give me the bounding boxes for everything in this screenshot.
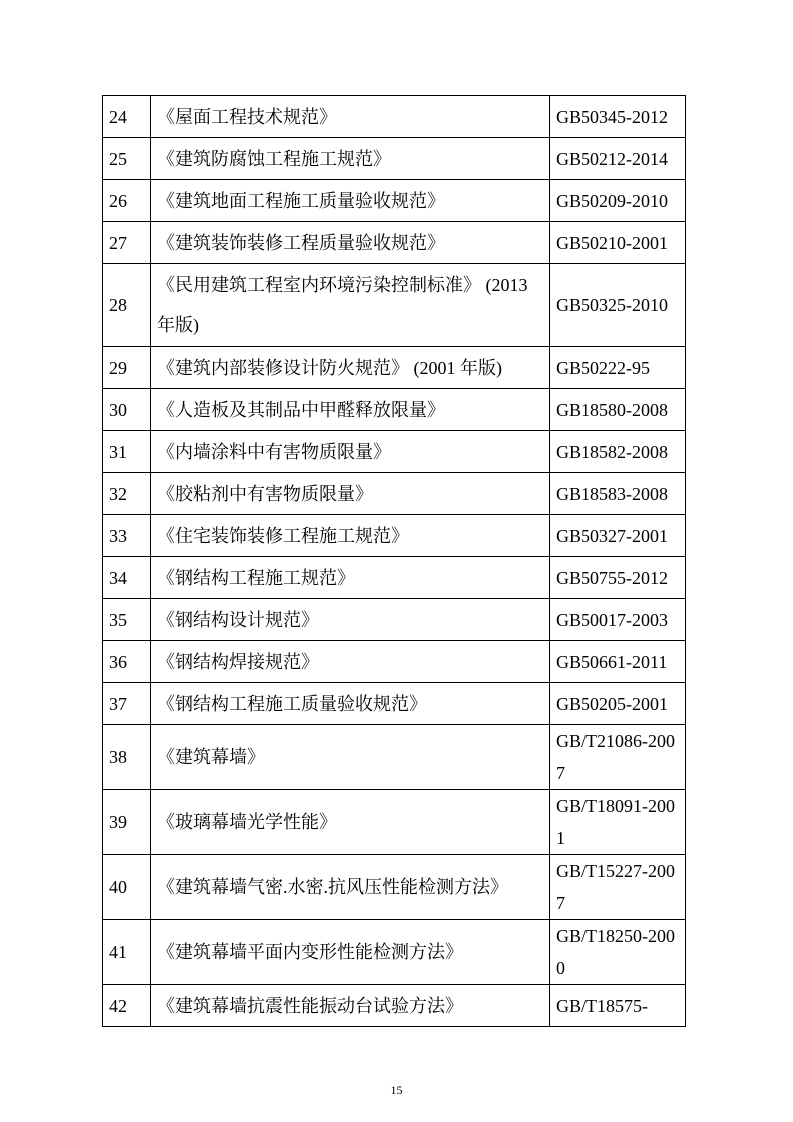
row-number: 40 bbox=[103, 855, 151, 920]
standard-code: GB18582-2008 bbox=[550, 431, 686, 473]
table-row bbox=[103, 790, 686, 855]
standard-code: GB50327-2001 bbox=[550, 515, 686, 557]
standard-name: 《屋面工程技术规范》 bbox=[151, 96, 550, 138]
table-row bbox=[103, 920, 686, 985]
standard-code: GB50017-2003 bbox=[550, 599, 686, 641]
row-number: 37 bbox=[103, 683, 151, 725]
table-row bbox=[103, 389, 686, 431]
row-number: 27 bbox=[103, 222, 151, 264]
row-number: 39 bbox=[103, 790, 151, 855]
row-number: 41 bbox=[103, 920, 151, 985]
standard-name: 《建筑地面工程施工质量验收规范》 bbox=[151, 180, 550, 222]
table-row bbox=[103, 985, 686, 1027]
standard-name: 《玻璃幕墙光学性能》 bbox=[151, 790, 550, 855]
page-number: 15 bbox=[390, 1083, 403, 1097]
row-number: 42 bbox=[103, 985, 151, 1027]
row-number: 24 bbox=[103, 96, 151, 138]
row-number: 36 bbox=[103, 641, 151, 683]
standard-code: GB50325-2010 bbox=[550, 264, 686, 347]
standard-code: GB50345-2012 bbox=[550, 96, 686, 138]
standard-code: GB/T21086-2007 bbox=[550, 725, 686, 790]
standard-name: 《建筑幕墙》 bbox=[151, 725, 550, 790]
table-row bbox=[103, 347, 686, 389]
row-number: 31 bbox=[103, 431, 151, 473]
table-row bbox=[103, 725, 686, 790]
row-number: 34 bbox=[103, 557, 151, 599]
row-number: 29 bbox=[103, 347, 151, 389]
standard-code: GB18583-2008 bbox=[550, 473, 686, 515]
table-row bbox=[103, 515, 686, 557]
standard-name: 《民用建筑工程室内环境污染控制标准》 (2013 年版) bbox=[151, 264, 550, 347]
table-row bbox=[103, 264, 686, 347]
row-number: 25 bbox=[103, 138, 151, 180]
row-number: 28 bbox=[103, 264, 151, 347]
standard-code: GB50661-2011 bbox=[550, 641, 686, 683]
standard-code: GB50205-2001 bbox=[550, 683, 686, 725]
table-row bbox=[103, 473, 686, 515]
standard-name: 《人造板及其制品中甲醛释放限量》 bbox=[151, 389, 550, 431]
standard-code: GB50755-2012 bbox=[550, 557, 686, 599]
table-row bbox=[103, 180, 686, 222]
standard-code: GB50209-2010 bbox=[550, 180, 686, 222]
table-row bbox=[103, 683, 686, 725]
table-row bbox=[103, 431, 686, 473]
table-row bbox=[103, 96, 686, 138]
table-row bbox=[103, 855, 686, 920]
standard-code: GB50210-2001 bbox=[550, 222, 686, 264]
table-row bbox=[103, 138, 686, 180]
standard-code: GB50212-2014 bbox=[550, 138, 686, 180]
standard-name: 《胶粘剂中有害物质限量》 bbox=[151, 473, 550, 515]
row-number: 30 bbox=[103, 389, 151, 431]
standard-name: 《钢结构设计规范》 bbox=[151, 599, 550, 641]
standard-name: 《建筑内部装修设计防火规范》 (2001 年版) bbox=[151, 347, 550, 389]
standard-name: 《住宅装饰装修工程施工规范》 bbox=[151, 515, 550, 557]
row-number: 35 bbox=[103, 599, 151, 641]
row-number: 38 bbox=[103, 725, 151, 790]
standard-code: GB/T15227-2007 bbox=[550, 855, 686, 920]
standards-table bbox=[102, 95, 686, 1027]
standard-code: GB/T18575- bbox=[550, 985, 686, 1027]
table-row bbox=[103, 641, 686, 683]
standard-name: 《钢结构工程施工质量验收规范》 bbox=[151, 683, 550, 725]
standard-code: GB/T18091-2001 bbox=[550, 790, 686, 855]
standard-code: GB18580-2008 bbox=[550, 389, 686, 431]
standard-code: GB50222-95 bbox=[550, 347, 686, 389]
standard-name: 《建筑幕墙抗震性能振动台试验方法》 bbox=[151, 985, 550, 1027]
table-row bbox=[103, 222, 686, 264]
standard-name: 《建筑幕墙平面内变形性能检测方法》 bbox=[151, 920, 550, 985]
standard-name: 《钢结构焊接规范》 bbox=[151, 641, 550, 683]
standard-name: 《建筑装饰装修工程质量验收规范》 bbox=[151, 222, 550, 264]
standard-name: 《内墙涂料中有害物质限量》 bbox=[151, 431, 550, 473]
standard-name: 《钢结构工程施工规范》 bbox=[151, 557, 550, 599]
standard-name: 《建筑幕墙气密.水密.抗风压性能检测方法》 bbox=[151, 855, 550, 920]
standard-name: 《建筑防腐蚀工程施工规范》 bbox=[151, 138, 550, 180]
table-row bbox=[103, 599, 686, 641]
table-row bbox=[103, 557, 686, 599]
standard-code: GB/T18250-2000 bbox=[550, 920, 686, 985]
row-number: 26 bbox=[103, 180, 151, 222]
standards-table-body bbox=[103, 96, 686, 1027]
row-number: 32 bbox=[103, 473, 151, 515]
row-number: 33 bbox=[103, 515, 151, 557]
